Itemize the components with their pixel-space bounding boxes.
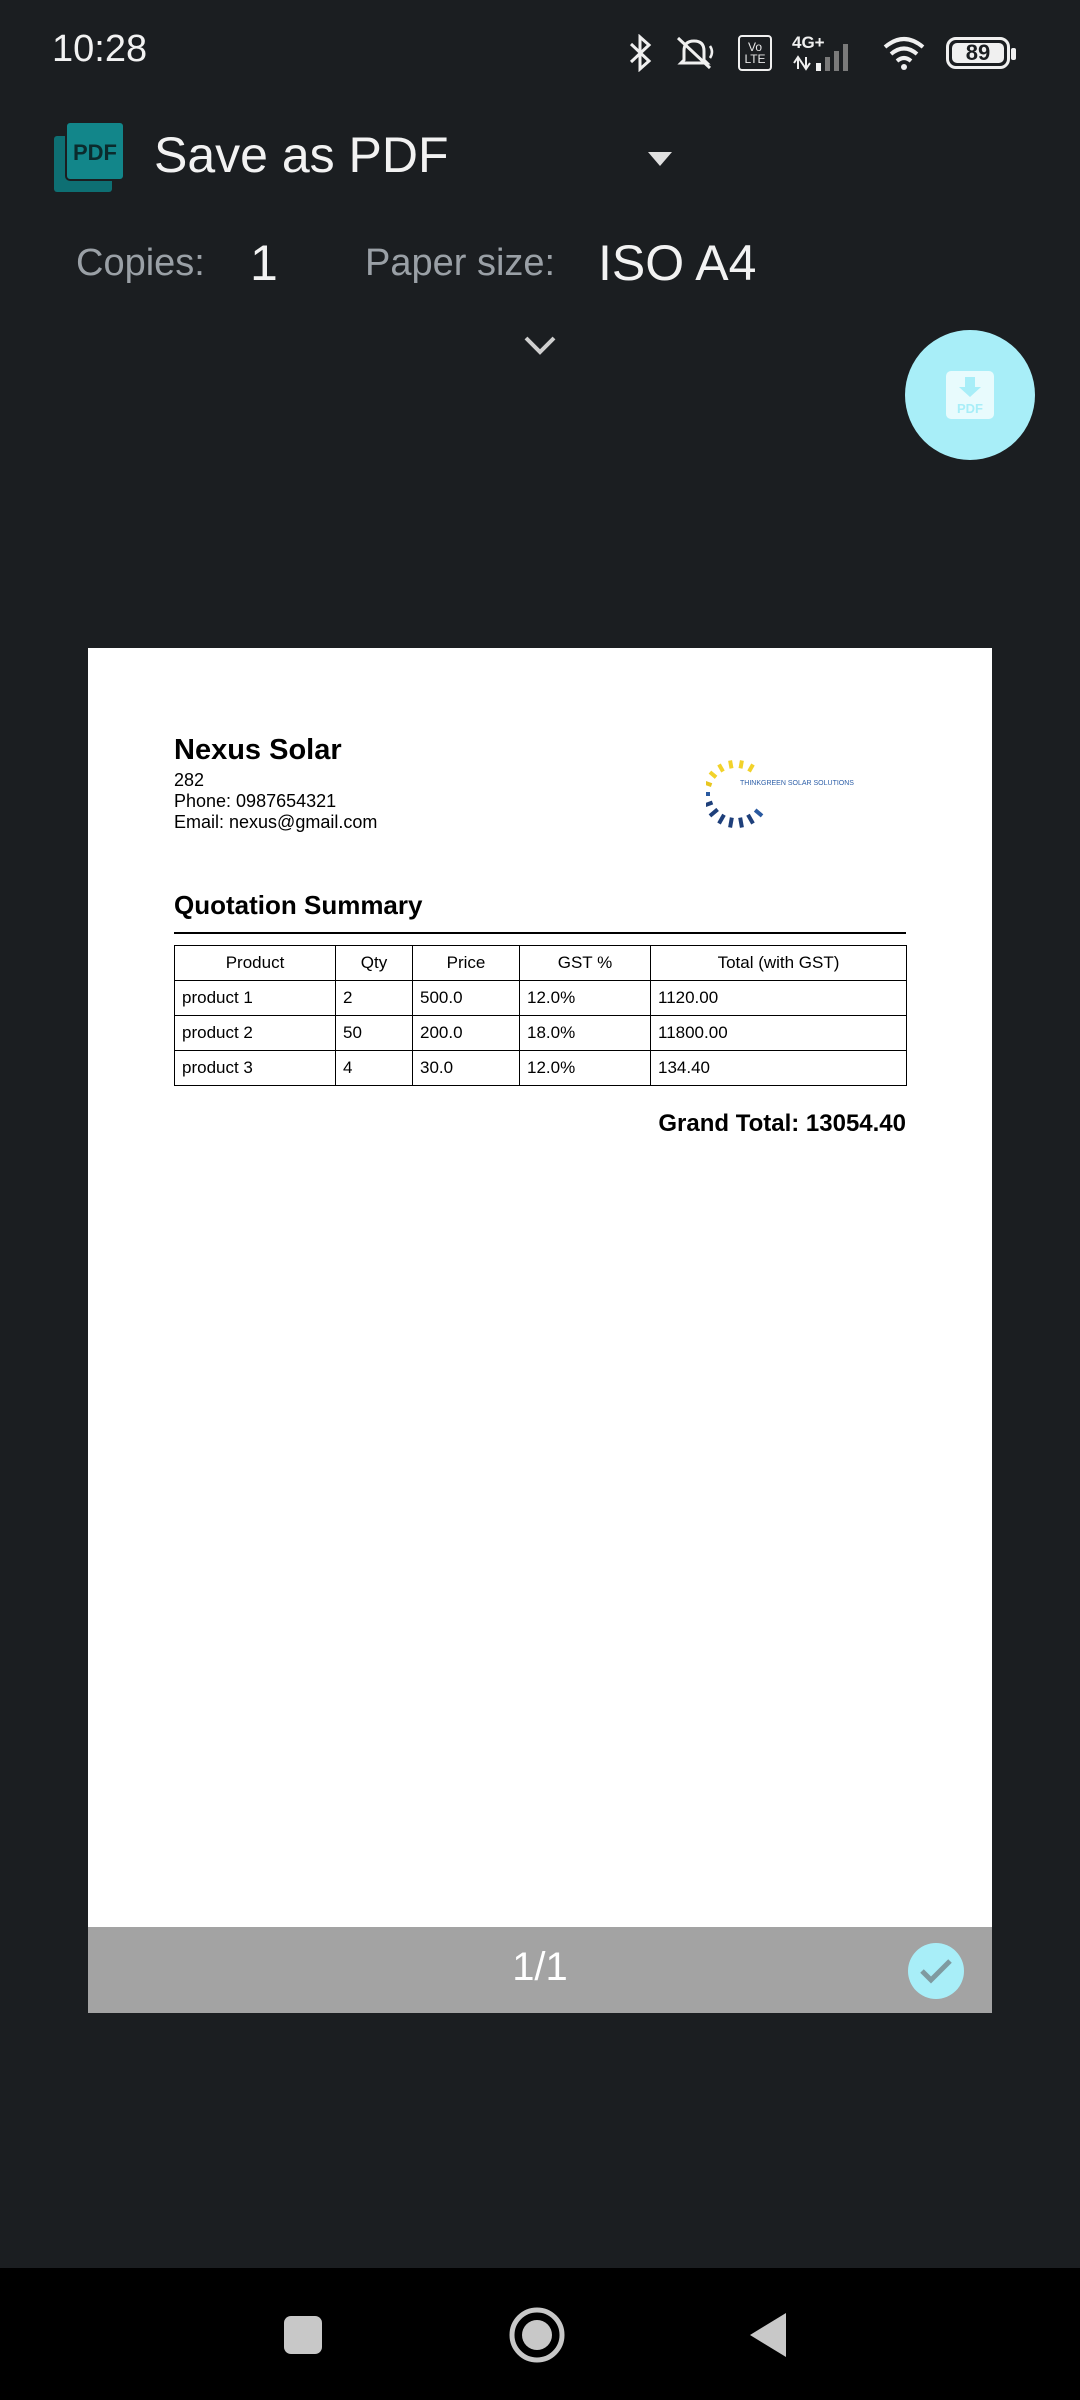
bluetooth-icon	[628, 34, 654, 72]
table-cell: product 3	[175, 1051, 336, 1086]
page-footer-bar	[88, 1927, 992, 2013]
pdf-printer-icon	[52, 120, 126, 194]
grand-total: Grand Total: 13054.40	[658, 1110, 906, 1137]
table-cell: 12.0%	[520, 981, 651, 1016]
recent-apps-icon[interactable]	[284, 2316, 322, 2354]
pdf-download-icon	[942, 367, 998, 423]
table-cell: 134.40	[651, 1051, 907, 1086]
company-address: 282	[174, 770, 205, 790]
signal-icon	[792, 33, 862, 73]
company-email: Email: nexus@gmail.com	[174, 812, 378, 832]
back-icon[interactable]	[746, 2310, 790, 2360]
table-cell: 1120.00	[651, 981, 907, 1016]
volte-icon	[738, 35, 772, 71]
home-icon[interactable]	[508, 2306, 566, 2364]
col-header: Qty	[336, 946, 413, 981]
table-cell: 30.0	[413, 1051, 520, 1086]
heading-divider	[174, 932, 906, 934]
col-header: Total (with GST)	[651, 946, 907, 981]
table-cell: product 1	[175, 981, 336, 1016]
check-icon	[918, 1956, 954, 1986]
table-cell: 50	[336, 1016, 413, 1051]
status-time: 10:28	[52, 28, 148, 70]
table-row	[175, 1051, 907, 1086]
table-cell: 18.0%	[520, 1016, 651, 1051]
company-logo	[706, 758, 876, 828]
mute-icon	[674, 34, 718, 72]
status-icons	[628, 28, 1010, 78]
network-type: 4G+	[792, 33, 825, 52]
table-row	[175, 1016, 907, 1051]
battery-percent: 89	[965, 40, 991, 65]
navigation-bar	[0, 2268, 1080, 2400]
battery-indicator	[946, 37, 1010, 69]
quotation-table	[174, 945, 907, 1086]
save-pdf-button[interactable]	[905, 330, 1035, 460]
col-header: GST %	[520, 946, 651, 981]
page-select-checkbox[interactable]	[908, 1943, 964, 1999]
page-indicator: 1/1	[512, 1945, 568, 1989]
col-header: Product	[175, 946, 336, 981]
table-cell: 200.0	[413, 1016, 520, 1051]
table-cell: 500.0	[413, 981, 520, 1016]
col-header: Price	[413, 946, 520, 981]
fab-icon-text: PDF	[957, 401, 983, 416]
company-phone: Phone: 0987654321	[174, 791, 337, 811]
page-preview[interactable]	[88, 648, 992, 2012]
printer-name[interactable]: Save as PDF	[154, 127, 449, 183]
volte-label: Vo LTE	[744, 40, 766, 66]
quotation-heading: Quotation Summary	[174, 890, 423, 920]
dropdown-arrow-icon[interactable]	[640, 146, 680, 172]
logo-text: THINKGREEN SOLAR SOLUTIONS	[740, 780, 854, 787]
table-row	[175, 981, 907, 1016]
paper-size-label: Paper size:	[365, 242, 556, 284]
table-header-row	[175, 946, 907, 981]
copies-label: Copies:	[76, 242, 205, 284]
table-cell: 12.0%	[520, 1051, 651, 1086]
paper-size-select[interactable]: ISO A4	[598, 235, 757, 291]
pdf-icon-text: PDF	[73, 140, 117, 165]
table-cell: 11800.00	[651, 1016, 907, 1051]
company-name: Nexus Solar	[174, 734, 342, 766]
wifi-icon	[882, 35, 926, 71]
table-cell: product 2	[175, 1016, 336, 1051]
table-cell: 4	[336, 1051, 413, 1086]
copies-input[interactable]: 1	[250, 235, 278, 291]
table-cell: 2	[336, 981, 413, 1016]
chevron-down-icon[interactable]	[518, 330, 562, 360]
